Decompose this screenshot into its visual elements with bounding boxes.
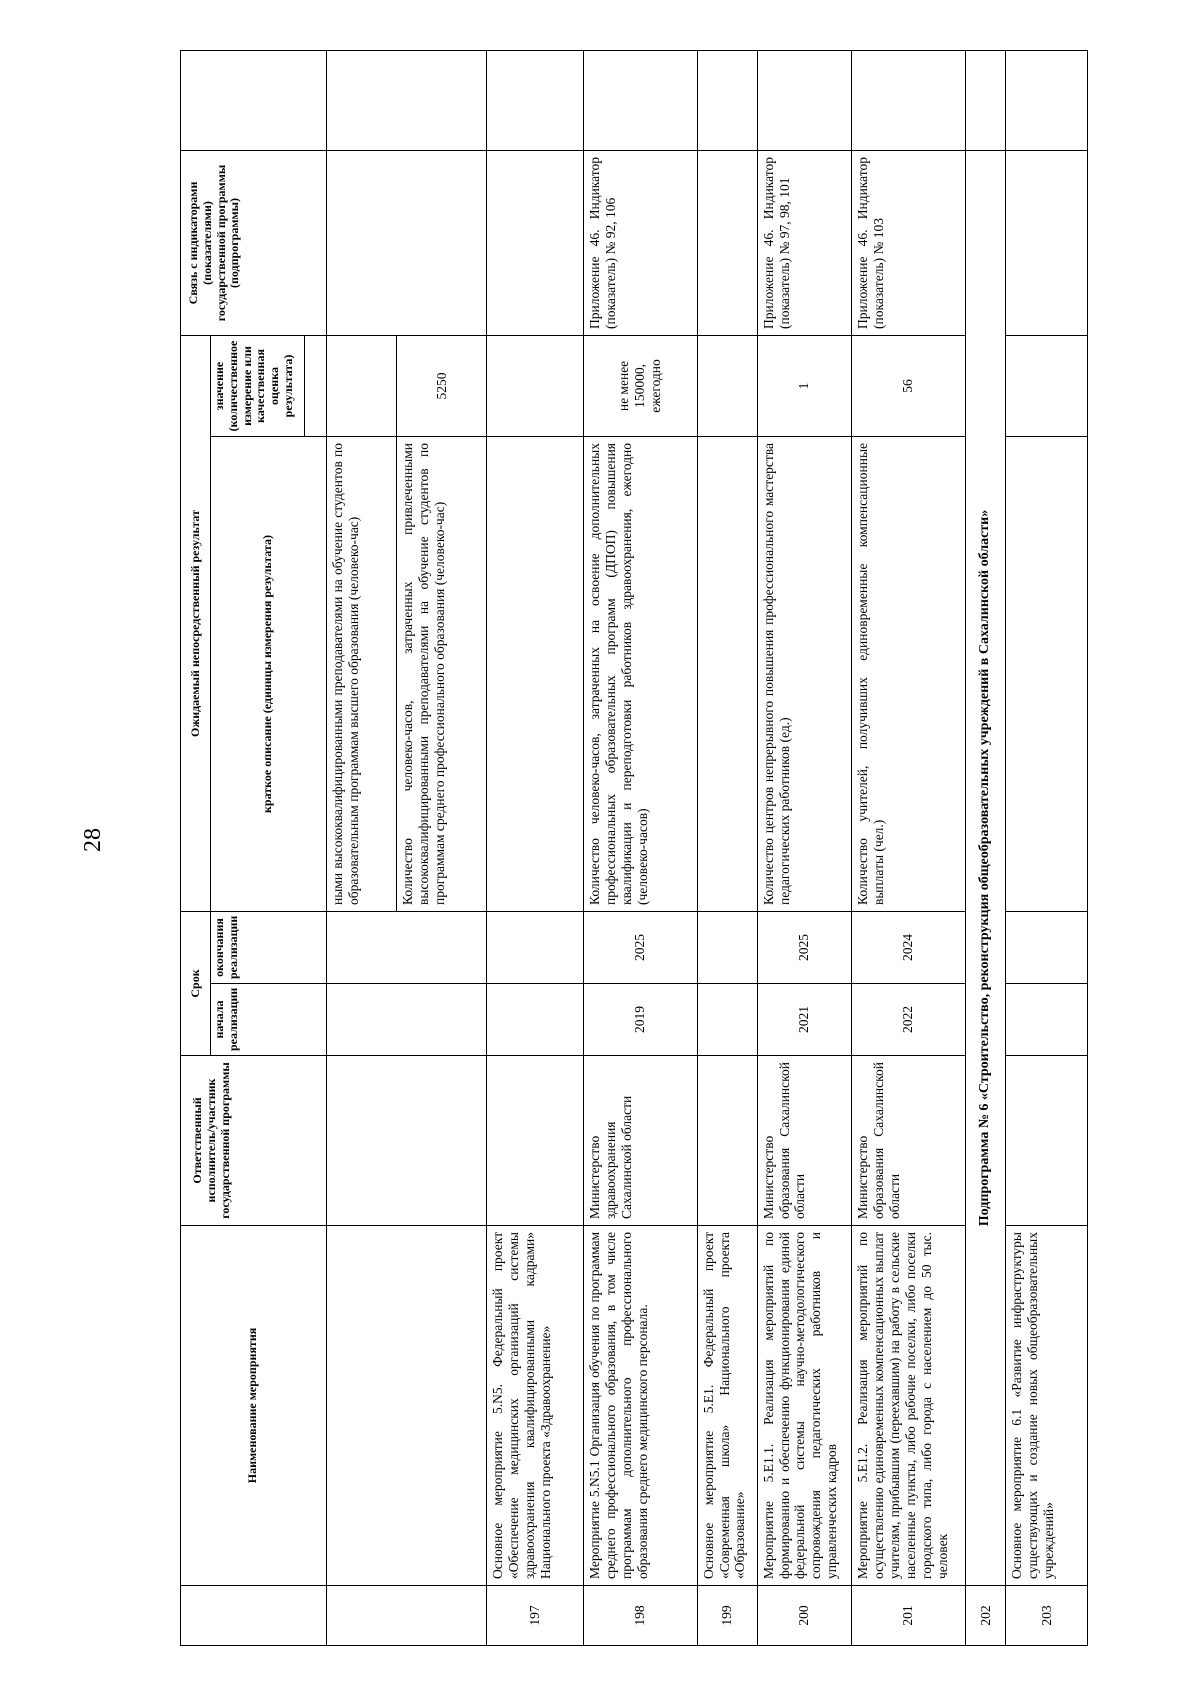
header-number bbox=[181, 1586, 327, 1646]
row-blank bbox=[487, 50, 584, 150]
row-name: Мероприятие 5.E1.1. Реализация мероприятий по формированию и обеспечению функционирования единой федеральной системы научно-методологического сопровождения педагогических работников и управленческих кадров bbox=[757, 1226, 851, 1586]
header-spacer bbox=[305, 335, 326, 436]
page-number: 28 bbox=[80, 828, 106, 852]
row-name: Мероприятие 5.E1.2. Реализация мероприятий по осуществлению единовременных компенсационных выплат учителям, прибывшим (переехавшим) на работу в сельские населенные пункты, либо рабочие поселки, либо поселки городского типа, либо города с населением до 50 тыс. человек bbox=[852, 1226, 966, 1586]
row-number: 201 bbox=[852, 1586, 966, 1646]
row-link: Приложение 46. Индикатор (показатель) № 92, 106 bbox=[583, 150, 697, 335]
row-desc: Количество центров непрерывного повышения профессионального мастерства педагогических работников (ед.) bbox=[757, 436, 851, 911]
header-row-1 bbox=[181, 50, 211, 1645]
table-row bbox=[583, 50, 697, 1645]
cont-number bbox=[326, 1586, 487, 1646]
row-number: 200 bbox=[757, 1586, 851, 1646]
cont-blank bbox=[326, 50, 487, 150]
row-executor: Министерство здравоохранения Сахалинской области bbox=[583, 1056, 697, 1226]
row-executor: Министерство образования Сахалинской области bbox=[852, 1056, 966, 1226]
row-link bbox=[1006, 150, 1088, 335]
header-executor: Ответственный исполнитель/участник государственной программы bbox=[181, 1056, 327, 1226]
table-row bbox=[852, 50, 966, 1645]
row-blank bbox=[583, 50, 697, 150]
row-value bbox=[487, 335, 584, 436]
row-end bbox=[1006, 911, 1088, 983]
row-end: 2025 bbox=[583, 911, 697, 983]
row-start bbox=[697, 984, 757, 1056]
table-row bbox=[1006, 50, 1088, 1645]
row-blank bbox=[852, 50, 966, 150]
row-blank bbox=[697, 50, 757, 150]
row-blank bbox=[965, 50, 1006, 150]
row-desc: Количество человеко-часов, затраченных на освоение дополнительных профессиональных образовательных программ (ДПОП) повышения квалификации и переподготовки работников здравоохранения, ежегодно (человеко-часов) bbox=[583, 436, 697, 911]
cont-name bbox=[326, 1226, 487, 1586]
row-executor bbox=[697, 1056, 757, 1226]
header-result-desc: краткое описание (единицы измерения результата) bbox=[211, 436, 327, 911]
cont-link bbox=[326, 150, 487, 335]
row-value bbox=[1006, 335, 1088, 436]
cont2-value: 5250 bbox=[397, 335, 487, 436]
table-row bbox=[757, 50, 851, 1645]
row-link bbox=[487, 150, 584, 335]
row-number: 197 bbox=[487, 1586, 584, 1646]
row-blank bbox=[1006, 50, 1088, 150]
header-result-value: значение (количественное измерение или качественная оценка результата) bbox=[211, 335, 305, 436]
row-name: Мероприятие 5.N5.1 Организация обучения по программам среднего профессионального образования, в том числе программам дополнительного профессионального образования среднего медицинского персонала. bbox=[583, 1226, 697, 1586]
row-start bbox=[487, 984, 584, 1056]
row-link: Приложение 46. Индикатор (показатель) № 103 bbox=[852, 150, 966, 335]
row-value: не менее 150000, ежегодно bbox=[583, 335, 697, 436]
row-start: 2021 bbox=[757, 984, 851, 1056]
subprogram-title: Подпрограмма № 6 «Строительство, реконструкция общеобразовательных учреждений в Сахалинской области» bbox=[965, 150, 1006, 1585]
cont-start bbox=[326, 984, 487, 1056]
header-term-start: начала реализации bbox=[211, 984, 327, 1056]
row-link bbox=[697, 150, 757, 335]
table-row bbox=[487, 50, 584, 1645]
events-table bbox=[180, 50, 1088, 1646]
row-number: 203 bbox=[1006, 1586, 1088, 1646]
row-name: Основное мероприятие 5.E1. Федеральный проект «Современная школа» Национального проекта «Образование» bbox=[697, 1226, 757, 1586]
row-name: Основное мероприятие 6.1 «Развитие инфраструктуры существующих и создание новых общеобразовательных учреждений» bbox=[1006, 1226, 1088, 1586]
row-value bbox=[697, 335, 757, 436]
header-term: Срок bbox=[181, 911, 211, 1055]
row-start: 2019 bbox=[583, 984, 697, 1056]
row-executor bbox=[487, 1056, 584, 1226]
row-executor: Министерство образования Сахалинской области bbox=[757, 1056, 851, 1226]
row-desc bbox=[487, 436, 584, 911]
row-end bbox=[697, 911, 757, 983]
cont-end bbox=[326, 911, 487, 983]
cont-executor bbox=[326, 1056, 487, 1226]
row-start: 2022 bbox=[852, 984, 966, 1056]
table-row bbox=[697, 50, 757, 1645]
header-blank bbox=[181, 50, 327, 150]
row-executor bbox=[1006, 1056, 1088, 1226]
row-end bbox=[487, 911, 584, 983]
row-desc: Количество учителей, получивших единовременные компенсационные выплаты (чел.) bbox=[852, 436, 966, 911]
cont-desc: ными высококвалифицированными преподавателями на обучение студентов по образовательным программам высшего образования (человеко-час) bbox=[326, 436, 397, 911]
continuation-row bbox=[326, 50, 397, 1645]
header-term-end: окончания реализации bbox=[211, 911, 327, 983]
row-number: 199 bbox=[697, 1586, 757, 1646]
rotated-page bbox=[180, 60, 1088, 1646]
row-link: Приложение 46. Индикатор (показатель) № 97, 98, 101 bbox=[757, 150, 851, 335]
subprogram-row bbox=[965, 50, 1006, 1645]
row-start bbox=[1006, 984, 1088, 1056]
row-number: 198 bbox=[583, 1586, 697, 1646]
header-link: Связь с индикаторами (показателями) государственной программы (подпрограммы) bbox=[181, 150, 327, 335]
row-name: Основное мероприятие 5.N5. Федеральный проект «Обеспечение медицинских организаций системы здравоохранения квалифицированными кадрами» Национального проекта «Здравоохранение» bbox=[487, 1226, 584, 1586]
cont2-desc: Количество человеко-часов, затраченных привлеченными высококвалифицированными преподавателями на обучение студентов по программам среднего профессионального образования (человеко-час) bbox=[397, 436, 487, 911]
row-desc bbox=[697, 436, 757, 911]
header-name: Наименование мероприятия bbox=[181, 1226, 327, 1586]
cont-value bbox=[326, 335, 397, 436]
row-number: 202 bbox=[965, 1586, 1006, 1646]
row-desc bbox=[1006, 436, 1088, 911]
row-blank bbox=[757, 50, 851, 150]
row-value: 56 bbox=[852, 335, 966, 436]
row-end: 2024 bbox=[852, 911, 966, 983]
row-value: 1 bbox=[757, 335, 851, 436]
row-end: 2025 bbox=[757, 911, 851, 983]
header-result: Ожидаемый непосредственный результат bbox=[181, 335, 211, 911]
